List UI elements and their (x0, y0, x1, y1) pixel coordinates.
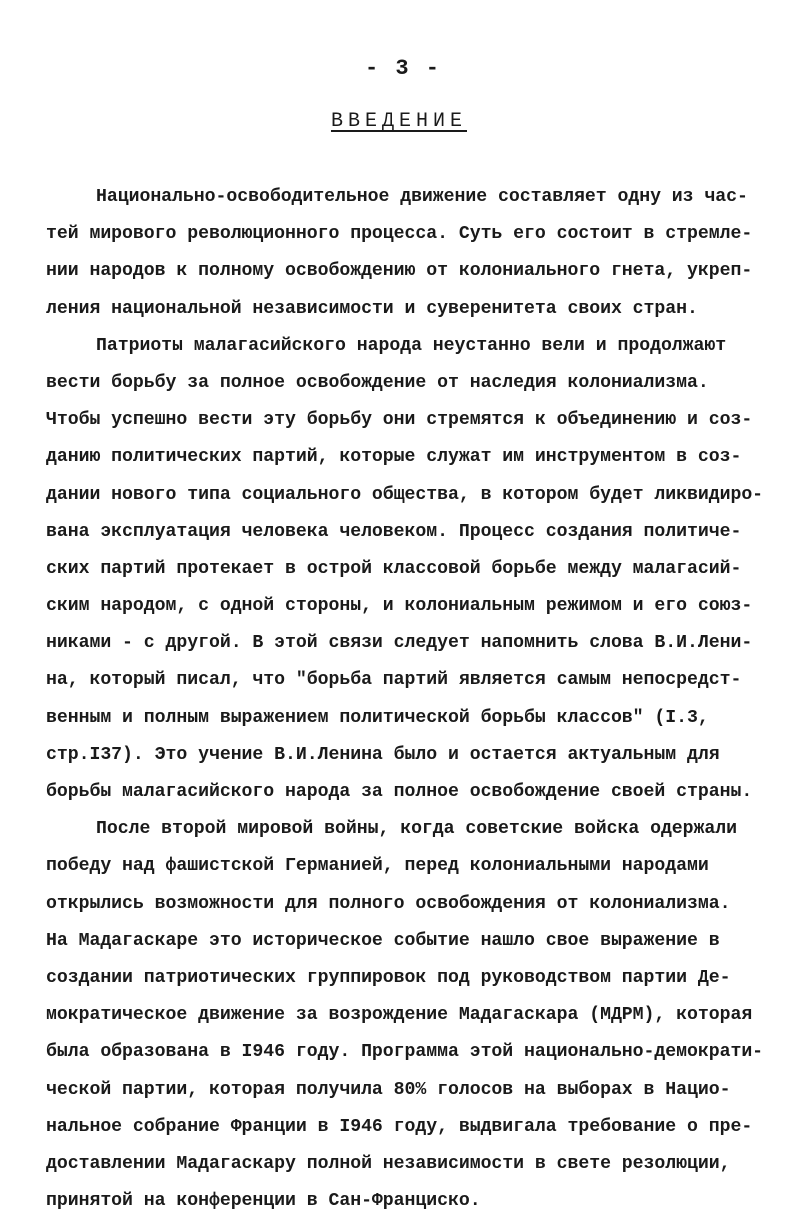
text-line: Чтобы успешно вести эту борьбу они стремятся к объединению и соз- (46, 410, 753, 431)
text-line: данию политических партий, которые служат им инструментом в соз- (46, 447, 742, 468)
text-line: открылись возможности для полного освобождения от колониализма. (46, 893, 731, 914)
text-line: никами - с другой. В этой связи следует напомнить слова В.И.Лени- (46, 633, 753, 654)
text-line: Патриоты малагасийского народа неустанно вели и продолжают (96, 335, 727, 356)
text-line: ческой партии, которая получила 80% голосов на выборах в Нацио- (46, 1079, 731, 1100)
text-line: нии народов к полному освобождению от колониального гнета, укреп- (46, 261, 753, 282)
text-line: ления национальной независимости и суверенитета своих стран. (46, 298, 698, 319)
text-line: На Мадагаскаре это историческое событие нашло свое выражение в (46, 930, 720, 951)
text-line: была образована в I946 году. Программа этой национально-демократи- (46, 1042, 764, 1063)
page-number: - 3 - (364, 56, 441, 81)
text-line: стр.I37). Это учение В.И.Ленина было и остается актуальным для (46, 744, 720, 765)
text-line: вести борьбу за полное освобождение от наследия колониализма. (46, 372, 709, 393)
section-title: ВВЕДЕНИЕ (330, 110, 467, 133)
text-line: доставлении Мадагаскару полной независимости в свете резолюции, (46, 1153, 731, 1174)
body-text (46, 183, 786, 1224)
text-line: на, который писал, что "борьба партий является самым непосредст- (46, 670, 742, 691)
text-line: создании патриотических группировок под руководством партии Де- (46, 967, 731, 988)
text-line: принятой на конференции в Сан-Франциско. (46, 1191, 481, 1212)
text-line: дании нового типа социального общества, в котором будет ликвидиро- (46, 484, 764, 505)
text-line: После второй мировой войны, когда советские войска одержали (96, 819, 737, 840)
text-line: победу над фашистской Германией, перед колониальными народами (46, 856, 709, 877)
text-line: мократическое движение за возрождение Мадагаскара (МДРМ), которая (46, 1005, 753, 1026)
text-line: вана эксплуатация человека человеком. Процесс создания политиче- (46, 521, 742, 542)
text-line: борьбы малагасийского народа за полное освобождение своей страны. (46, 782, 753, 802)
text-line: ским народом, с одной стороны, и колониальным режимом и его союз- (46, 596, 753, 617)
text-line: венным и полным выражением политической борьбы классов" (I.3, (46, 707, 709, 728)
text-line: ских партий протекает в острой классовой борьбе между малагасий- (46, 558, 742, 579)
text-line: Национально-освободительное движение составляет одну из час- (96, 187, 748, 207)
text-line: тей мирового революционного процесса. Суть его состоит в стремле- (46, 224, 753, 245)
text-line: нальное собрание Франции в I946 году, выдвигала требование о пре- (46, 1116, 753, 1137)
